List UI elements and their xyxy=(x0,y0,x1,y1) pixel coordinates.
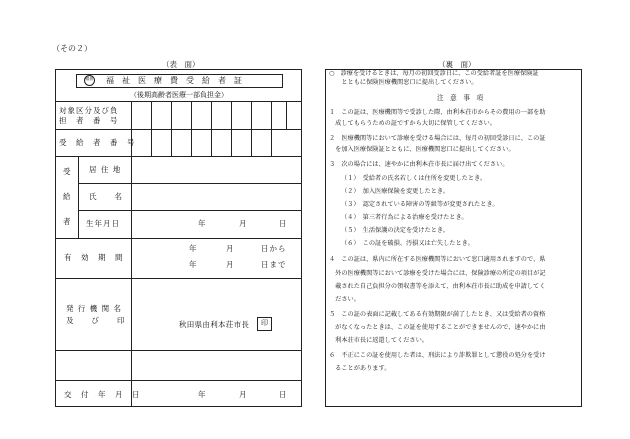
issuer-label-2: 及 び 印 xyxy=(66,316,126,325)
validity-from-day: 日から xyxy=(261,244,287,253)
note-line: ６ 不正にこの証を使用した者は、刑法により詐欺罪として懲役の処分を受け xyxy=(329,352,546,359)
validity-to-month: 月 xyxy=(226,260,235,269)
note-line: ５ この証の表面に記載してある有効期限が満了したとき、又は受給者の資格 xyxy=(329,311,546,318)
front-heading: （表 面） xyxy=(162,60,200,69)
note-line: を加入医療保険証とともに、医療機関窓口に提出してください。 xyxy=(329,146,515,153)
category-label-2: 担 者 番 号 xyxy=(59,116,119,125)
note-line: （１） 受給者の氏名若しくは住所を変更したとき。 xyxy=(341,175,487,182)
issuer-stamp-text: 印 xyxy=(261,319,268,327)
note-line: （３） 認定されている障害の等級等が変更されたとき。 xyxy=(341,201,499,208)
note-line: 外の医療機関等において診療を受けた場合には、保険診療の所定の項目が記 xyxy=(329,270,546,277)
note-line: （２） 加入医療保険を変更したとき。 xyxy=(341,188,450,195)
recipient-number-label: 受 給 者 番 号 xyxy=(59,138,136,147)
note-line: 載された自己負担分の領収書等を添えて、由利本荘市長に助成を申請してく xyxy=(329,283,546,290)
birth-year: 年 xyxy=(198,219,207,228)
issue-year: 年 xyxy=(198,390,207,399)
validity-from-month: 月 xyxy=(226,244,235,253)
note-line: １ この証は、医療機関等で受診した際、由利本荘市からその費用の一部を助 xyxy=(329,109,546,116)
issue-date-label: 交 付 年 月 日 xyxy=(64,390,141,399)
card-subtitle: （後期高齢者医療一部負担金） xyxy=(130,91,228,99)
validity-from-year: 年 xyxy=(189,244,198,253)
page-label: （その２） xyxy=(52,44,92,53)
note-line: （４） 第三者行為による治療を受けたとき。 xyxy=(341,214,468,221)
validity-to-year: 年 xyxy=(189,260,198,269)
note-line: がなくなったときは、この証を使用することができませんので、速やかに由 xyxy=(329,324,546,331)
intro-line-2: とともに保険医療機関窓口に提出してください。 xyxy=(329,79,478,86)
birth-month: 月 xyxy=(239,219,248,228)
validity-label: 有 効 期 間 xyxy=(64,253,124,262)
seal-text: 福祉 xyxy=(85,77,94,82)
issuer-name: 秋田県由利本荘市長 xyxy=(179,320,250,329)
note-line: ３ 次の場合には、速やかに由利本荘市長に届け出てください。 xyxy=(329,161,509,168)
category-label-1: 対象区分及び負 xyxy=(59,106,119,115)
birthdate-label: 生年月日 xyxy=(86,219,120,228)
note-line: 成してもらうための証ですから大切に保管してください。 xyxy=(329,120,497,127)
note-line: （５） 生活保護の決定を受けたとき。 xyxy=(341,227,450,234)
note-line: ださい。 xyxy=(329,296,360,303)
issue-day: 日 xyxy=(279,390,288,399)
note-line: ることがあります。 xyxy=(329,365,391,372)
name-label: 氏 名 xyxy=(89,192,123,201)
intro-line-1: ○ 診療を受けるときは、毎月の初回受診日に、この受給者証を医療保険証 xyxy=(329,70,539,77)
issuer-label-1: 発 行 機 関 名 xyxy=(66,304,123,313)
birth-day: 日 xyxy=(279,219,288,228)
recipient-side-3: 者 xyxy=(63,217,72,226)
recipient-side-1: 受 xyxy=(63,167,72,176)
issue-month: 月 xyxy=(239,390,248,399)
validity-to-day: 日まで xyxy=(261,260,287,269)
card-title: 福 祉 医 療 費 受 給 者 証 xyxy=(106,76,242,85)
back-heading: （裏 面） xyxy=(438,60,476,69)
note-line: （６） この証を破損、汚損又は亡失したとき。 xyxy=(341,240,474,247)
note-line: ２ 医療機関等において診療を受ける場合には、毎月の初回受診日に、この証 xyxy=(329,135,546,142)
recipient-side-2: 給 xyxy=(63,192,72,201)
note-line: 利本荘市長に返還してください。 xyxy=(329,337,428,344)
address-label: 居 住 地 xyxy=(89,165,122,174)
note-line: ４ この証は、県内に所在する医療機関等において窓口適用されますので、県 xyxy=(329,256,546,263)
notes-title: 注 意 事 項 xyxy=(437,94,484,102)
